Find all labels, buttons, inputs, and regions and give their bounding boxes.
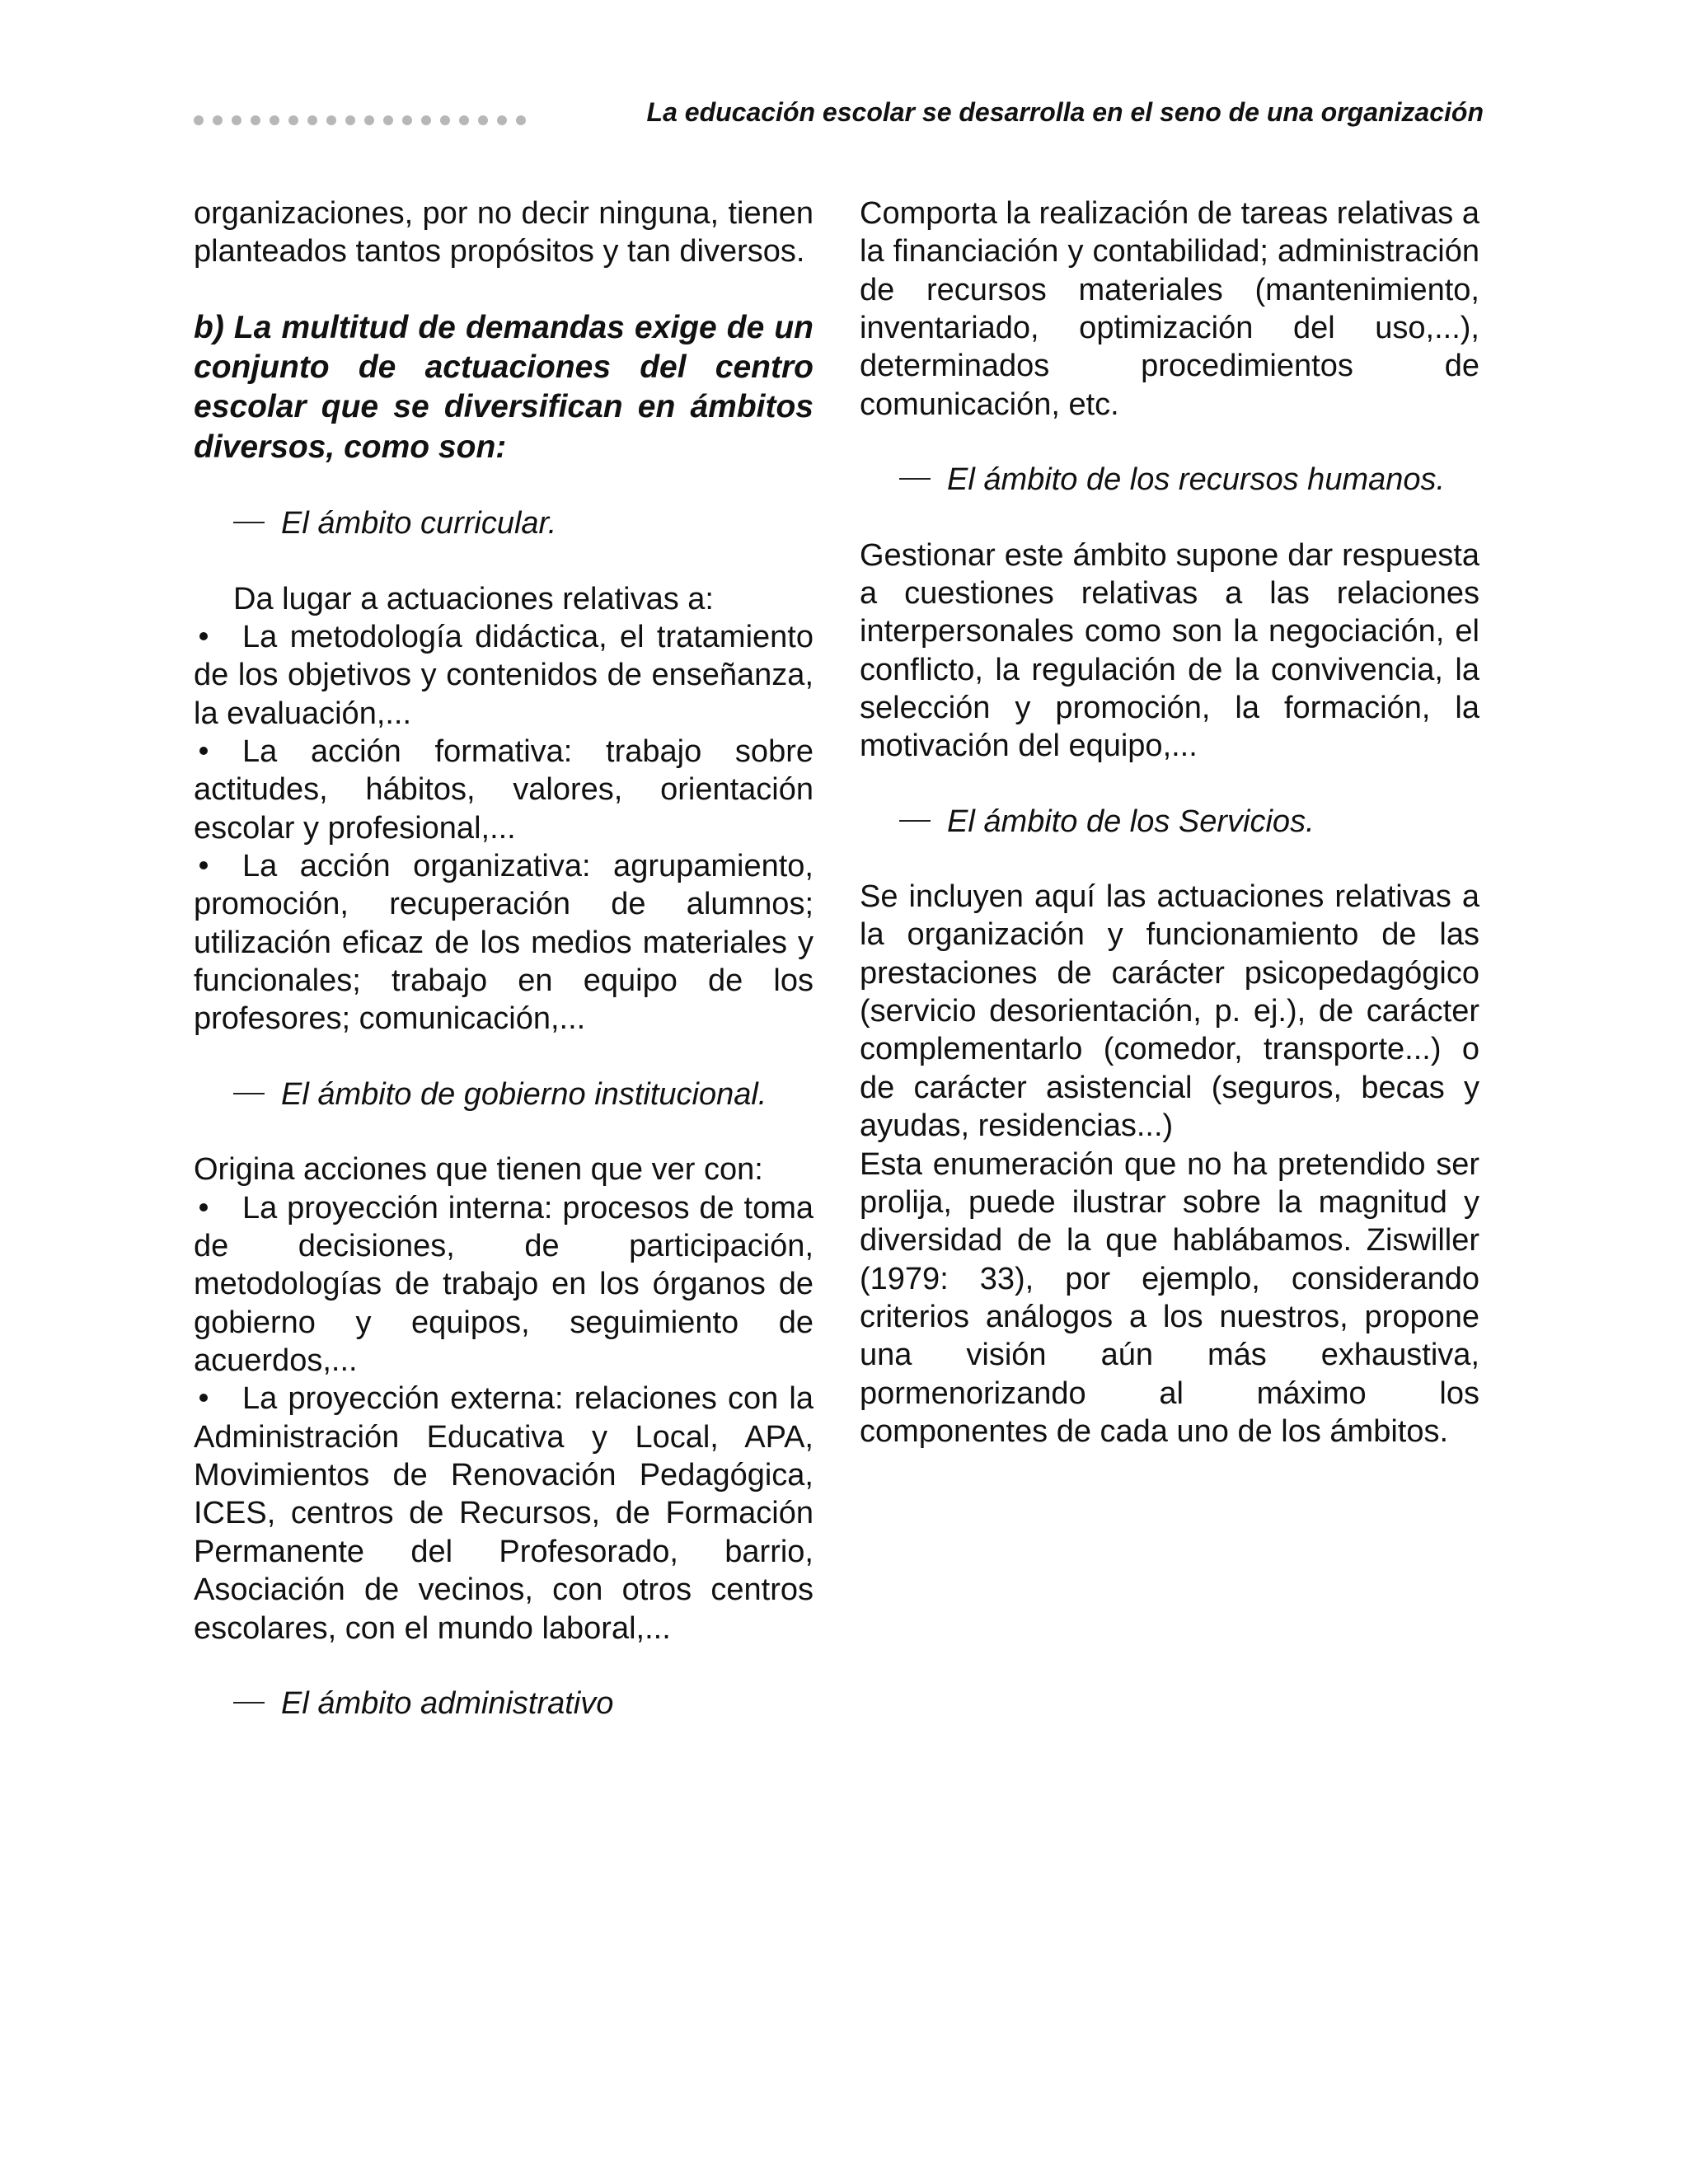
header-dot (497, 115, 507, 125)
closing-paragraph: Esta enumeración que no ha pretendido ser prolija, puede ilustrar sobre la magnitud y diversidad de la que hablábamos. Ziswiller (1979: 33), por ejemplo, considerando criterios análogos a los nuestros, propone una visión aún más exhaustiva, pormenorizando al máximo los componentes de cada uno de los ámbitos. (860, 1146, 1479, 1450)
curricular-lead: Da lugar a actuaciones relativas a: (233, 581, 714, 616)
administrativo-paragraph: Comporta la realización de tareas relativas a la financiación y contabilidad; administración de recursos materiales (mantenimiento, inventariado, optimización del uso,...), determinados procedimientos de comunicación, etc. (860, 196, 1479, 422)
header-dot (326, 115, 336, 125)
left-column (194, 194, 814, 1722)
header-dot (270, 115, 279, 125)
list-item (194, 1189, 814, 1380)
gobierno-lead: Origina acciones que tienen que ver con: (194, 1152, 763, 1188)
heading-text: El ámbito de los Servicios. (947, 804, 1315, 839)
intro-paragraph-tail: organizaciones, por no decir ninguna, tienen planteados tantos propósitos y tan diversos. (194, 196, 814, 269)
list-item (194, 733, 814, 847)
header-dot (516, 115, 526, 125)
heading-ambito-servicios (860, 803, 1479, 841)
list-item (194, 1380, 814, 1647)
header-dot (232, 115, 241, 125)
heading-text: El ámbito administrativo (281, 1685, 614, 1721)
header-dot (421, 115, 431, 125)
heading-text: El ámbito de los recursos humanos. (947, 462, 1446, 498)
em-dash-icon (233, 1702, 265, 1704)
em-dash-icon (899, 820, 931, 822)
servicios-paragraph: Se incluyen aquí las actuaciones relativas a la organización y funcionamiento de las prestaciones de carácter psicopedagógico (servicio desorientación, p. ej.), de carácter complementarlo (comedor, transporte...) o de carácter asistencial (seguros, becas y ayudas, residencias...) (860, 879, 1479, 1144)
bullet-icon (199, 632, 208, 640)
em-dash-icon (233, 522, 265, 523)
header-dot (383, 115, 393, 125)
header-dot (194, 115, 204, 125)
recursos-humanos-paragraph: Gestionar este ámbito supone dar respuesta a cuestiones relativas a las relaciones interpersonales como son la negociación, el conflicto, la regulación de la convivencia, la selección y promoción, la formación, la motivación del equipo,... (860, 537, 1479, 764)
bullet-icon (199, 1394, 208, 1402)
header-dot (440, 115, 450, 125)
bullet-icon (199, 861, 208, 869)
heading-text: El ámbito de gobierno institucional. (281, 1076, 767, 1112)
bullet-icon (199, 1203, 208, 1212)
header-dot (345, 115, 355, 125)
bullet-icon (199, 747, 208, 755)
right-column (860, 194, 1479, 1451)
header-dot (459, 115, 469, 125)
header-dot (402, 115, 412, 125)
heading-ambito-administrativo (194, 1685, 814, 1722)
heading-text: El ámbito curricular. (281, 506, 557, 541)
header-dot-rule (194, 115, 526, 125)
list-item-text: La acción organizativa: agrupamiento, promoción, recuperación de alumnos; utilización eficaz de los medios materiales y funcionales; trabajo en equipo de los profesores; comunicación,... (194, 849, 814, 1037)
header-dot (307, 115, 317, 125)
header-dot (478, 115, 488, 125)
header-dot (364, 115, 374, 125)
heading-ambito-recursos-humanos (860, 461, 1479, 499)
list-item-text: La proyección externa: relaciones con la Administración Educativa y Local, APA, Movimientos de Renovación Pedagógica, ICES, centros de Recursos, de Formación Permanente del Profesorado, barrio, Asociación de vecinos, con otros centros escolares, con el mundo laboral,... (194, 1381, 814, 1646)
curricular-bullet-list (194, 618, 814, 1038)
heading-ambito-curricular (194, 504, 814, 542)
list-item-text: La proyección interna: procesos de toma de decisiones, de participación, metodologías de trabajo en los órganos de gobierno y equipos, seguimiento de acuerdos,... (194, 1190, 814, 1378)
header-dot (213, 115, 223, 125)
list-item (194, 847, 814, 1038)
gobierno-bullet-list (194, 1189, 814, 1647)
header-title: La educación escolar se desarrolla en el seno de una organización (646, 97, 1484, 127)
section-subheading-b: b) La multitud de demandas exige de un conjunto de actuaciones del centro escolar que se diversifican en ámbitos diversos, como son: (194, 309, 814, 465)
list-item-text: La metodología didáctica, el tratamiento de los objetivos y contenidos de enseñanza, la evaluación,... (194, 619, 814, 731)
em-dash-icon (233, 1093, 265, 1094)
header-dot (251, 115, 260, 125)
list-item-text: La acción formativa: trabajo sobre actitudes, hábitos, valores, orientación escolar y profesional,... (194, 733, 814, 846)
running-header (194, 97, 1484, 132)
heading-ambito-gobierno (194, 1076, 814, 1113)
em-dash-icon (899, 478, 931, 480)
list-item (194, 618, 814, 733)
header-dot (288, 115, 298, 125)
